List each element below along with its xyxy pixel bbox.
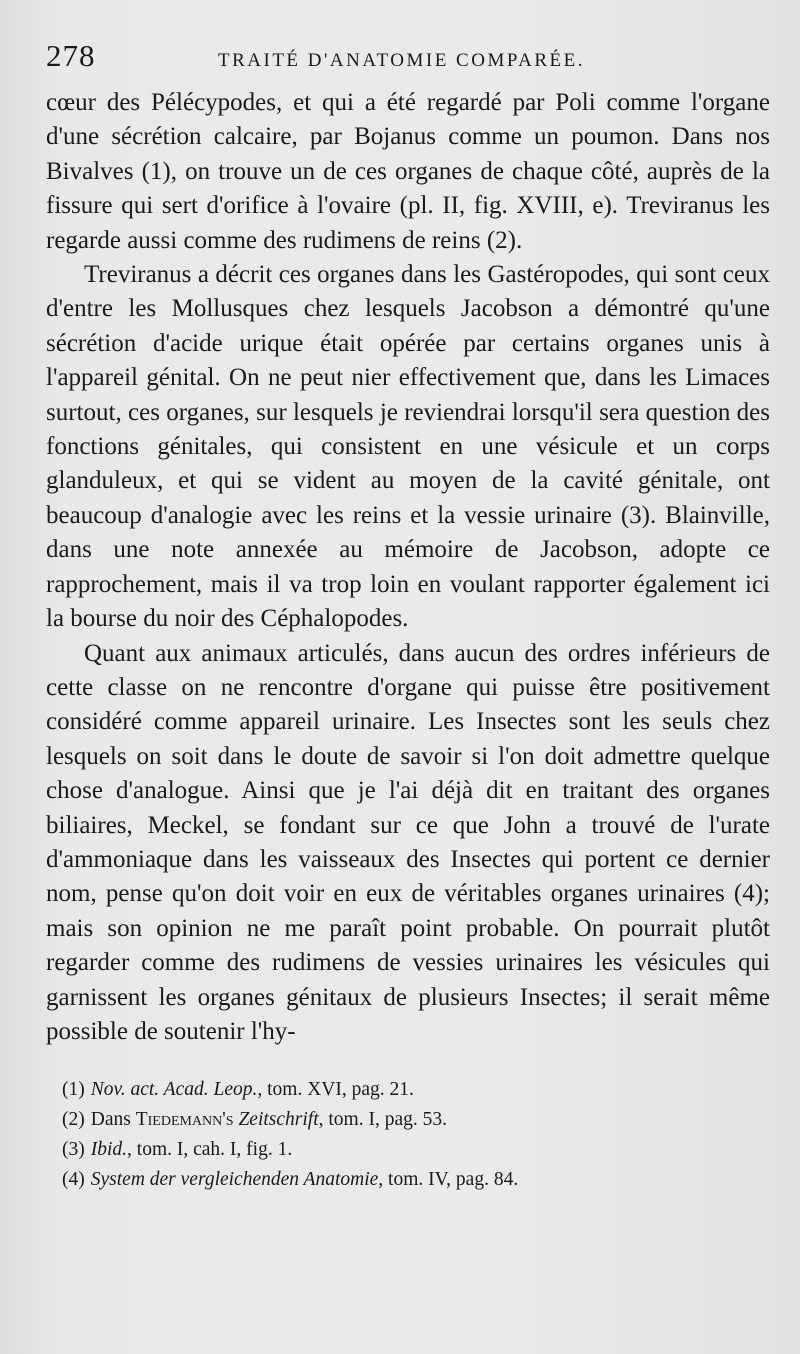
paragraph: cœur des Pélécypodes, et qui a été regardé par Poli comme l'organe d'une sécrétion calcaire, par Bojanus comme un poumon. Dans nos Bivalves (1), on trouve un de ces organes de chaque côté, auprès de la fissure qui sert d'orifice à l'ovaire (pl. II, fig. XVIII, e). Treviranus les regarde aussi comme des rudimens de reins (2). — [46, 89, 770, 254]
running-head — [46, 38, 770, 82]
footnote-reference: System der vergleichenden Anatomie — [90, 1169, 379, 1191]
footnote-author: Tiedemann's — [135, 1109, 234, 1131]
footnote-number: (3) — [62, 1139, 85, 1161]
paragraph: Treviranus a décrit ces organes dans les Gastéropodes, qui sont ceux d'entre les Mollusques chez lesquels Jacobson a démontré qu'une sécrétion d'acide urique était opérée par certains organes unis à l'appareil génital. On ne peut nier effectivement que, dans les Limaces surtout, ces organes, sur lesquels je reviendrai lorsqu'il sera question des fonctions génitales, qui consistent en une vésicule et un corps glanduleux, et qui se vident au moyen de la cavité génitale, ont beaucoup d'analogie avec les reins et la vessie urinaire (3). Blainville, dans une note annexée au mémoire de Jacobson, adopte ce rapprochement, mais il va trop loin en voulant rapporter également ici la bourse du noir des Céphalopodes. — [46, 261, 770, 633]
footnote-number: (2) — [62, 1109, 85, 1131]
footnote — [62, 1105, 770, 1135]
footnotes — [62, 1075, 770, 1195]
page-number: 278 — [46, 38, 96, 73]
footnote — [62, 1165, 770, 1195]
footnote-reference: Nov. act. Acad. Leop. — [90, 1079, 258, 1101]
body-text — [46, 86, 770, 1049]
footnote-number: (4) — [62, 1169, 85, 1191]
footnote-prefix: Dans — [90, 1109, 136, 1131]
paragraph: Quant aux animaux articulés, dans aucun des ordres inférieurs de cette classe on ne rencontre d'organe qui puisse être positivement considéré comme appareil urinaire. Les Insectes sont les seuls chez lesquels on soit dans le doute de savoir si l'on doit admettre quelque chose d'analogue. Ainsi que je l'ai déjà dit en traitant des organes biliaires, Meckel, se fondant sur ce que John a trouvé de l'urate d'ammoniaque dans les vaisseaux des Insectes qui portent ce dernier nom, pense qu'on doit voir en eux de véritables organes urinaires (4); mais son opinion ne me paraît point probable. On pourrait plutôt regarder comme des rudimens de vessies urinaires les vésicules qui garnissent les organes génitaux de plusieurs Insectes; il serait même possible de soutenir l'hy- — [46, 639, 770, 1045]
footnote-number: (1) — [62, 1079, 85, 1101]
footnote — [62, 1135, 770, 1165]
running-title: TRAITÉ D'ANATOMIE COMPARÉE. — [218, 50, 586, 71]
footnote — [62, 1075, 770, 1105]
footnote-reference: Ibid. — [90, 1139, 128, 1161]
footnote-detail: , tom. I, cah. I, fig. 1. — [127, 1139, 293, 1161]
footnote-detail: , tom. XVI, pag. 21. — [257, 1079, 414, 1101]
footnote-reference: Zeitschrift — [233, 1109, 319, 1131]
bleed-through-text — [200, 0, 620, 22]
footnote-detail: , tom. I, pag. 53. — [318, 1109, 447, 1131]
footnote-detail: , tom. IV, pag. 84. — [378, 1169, 519, 1191]
